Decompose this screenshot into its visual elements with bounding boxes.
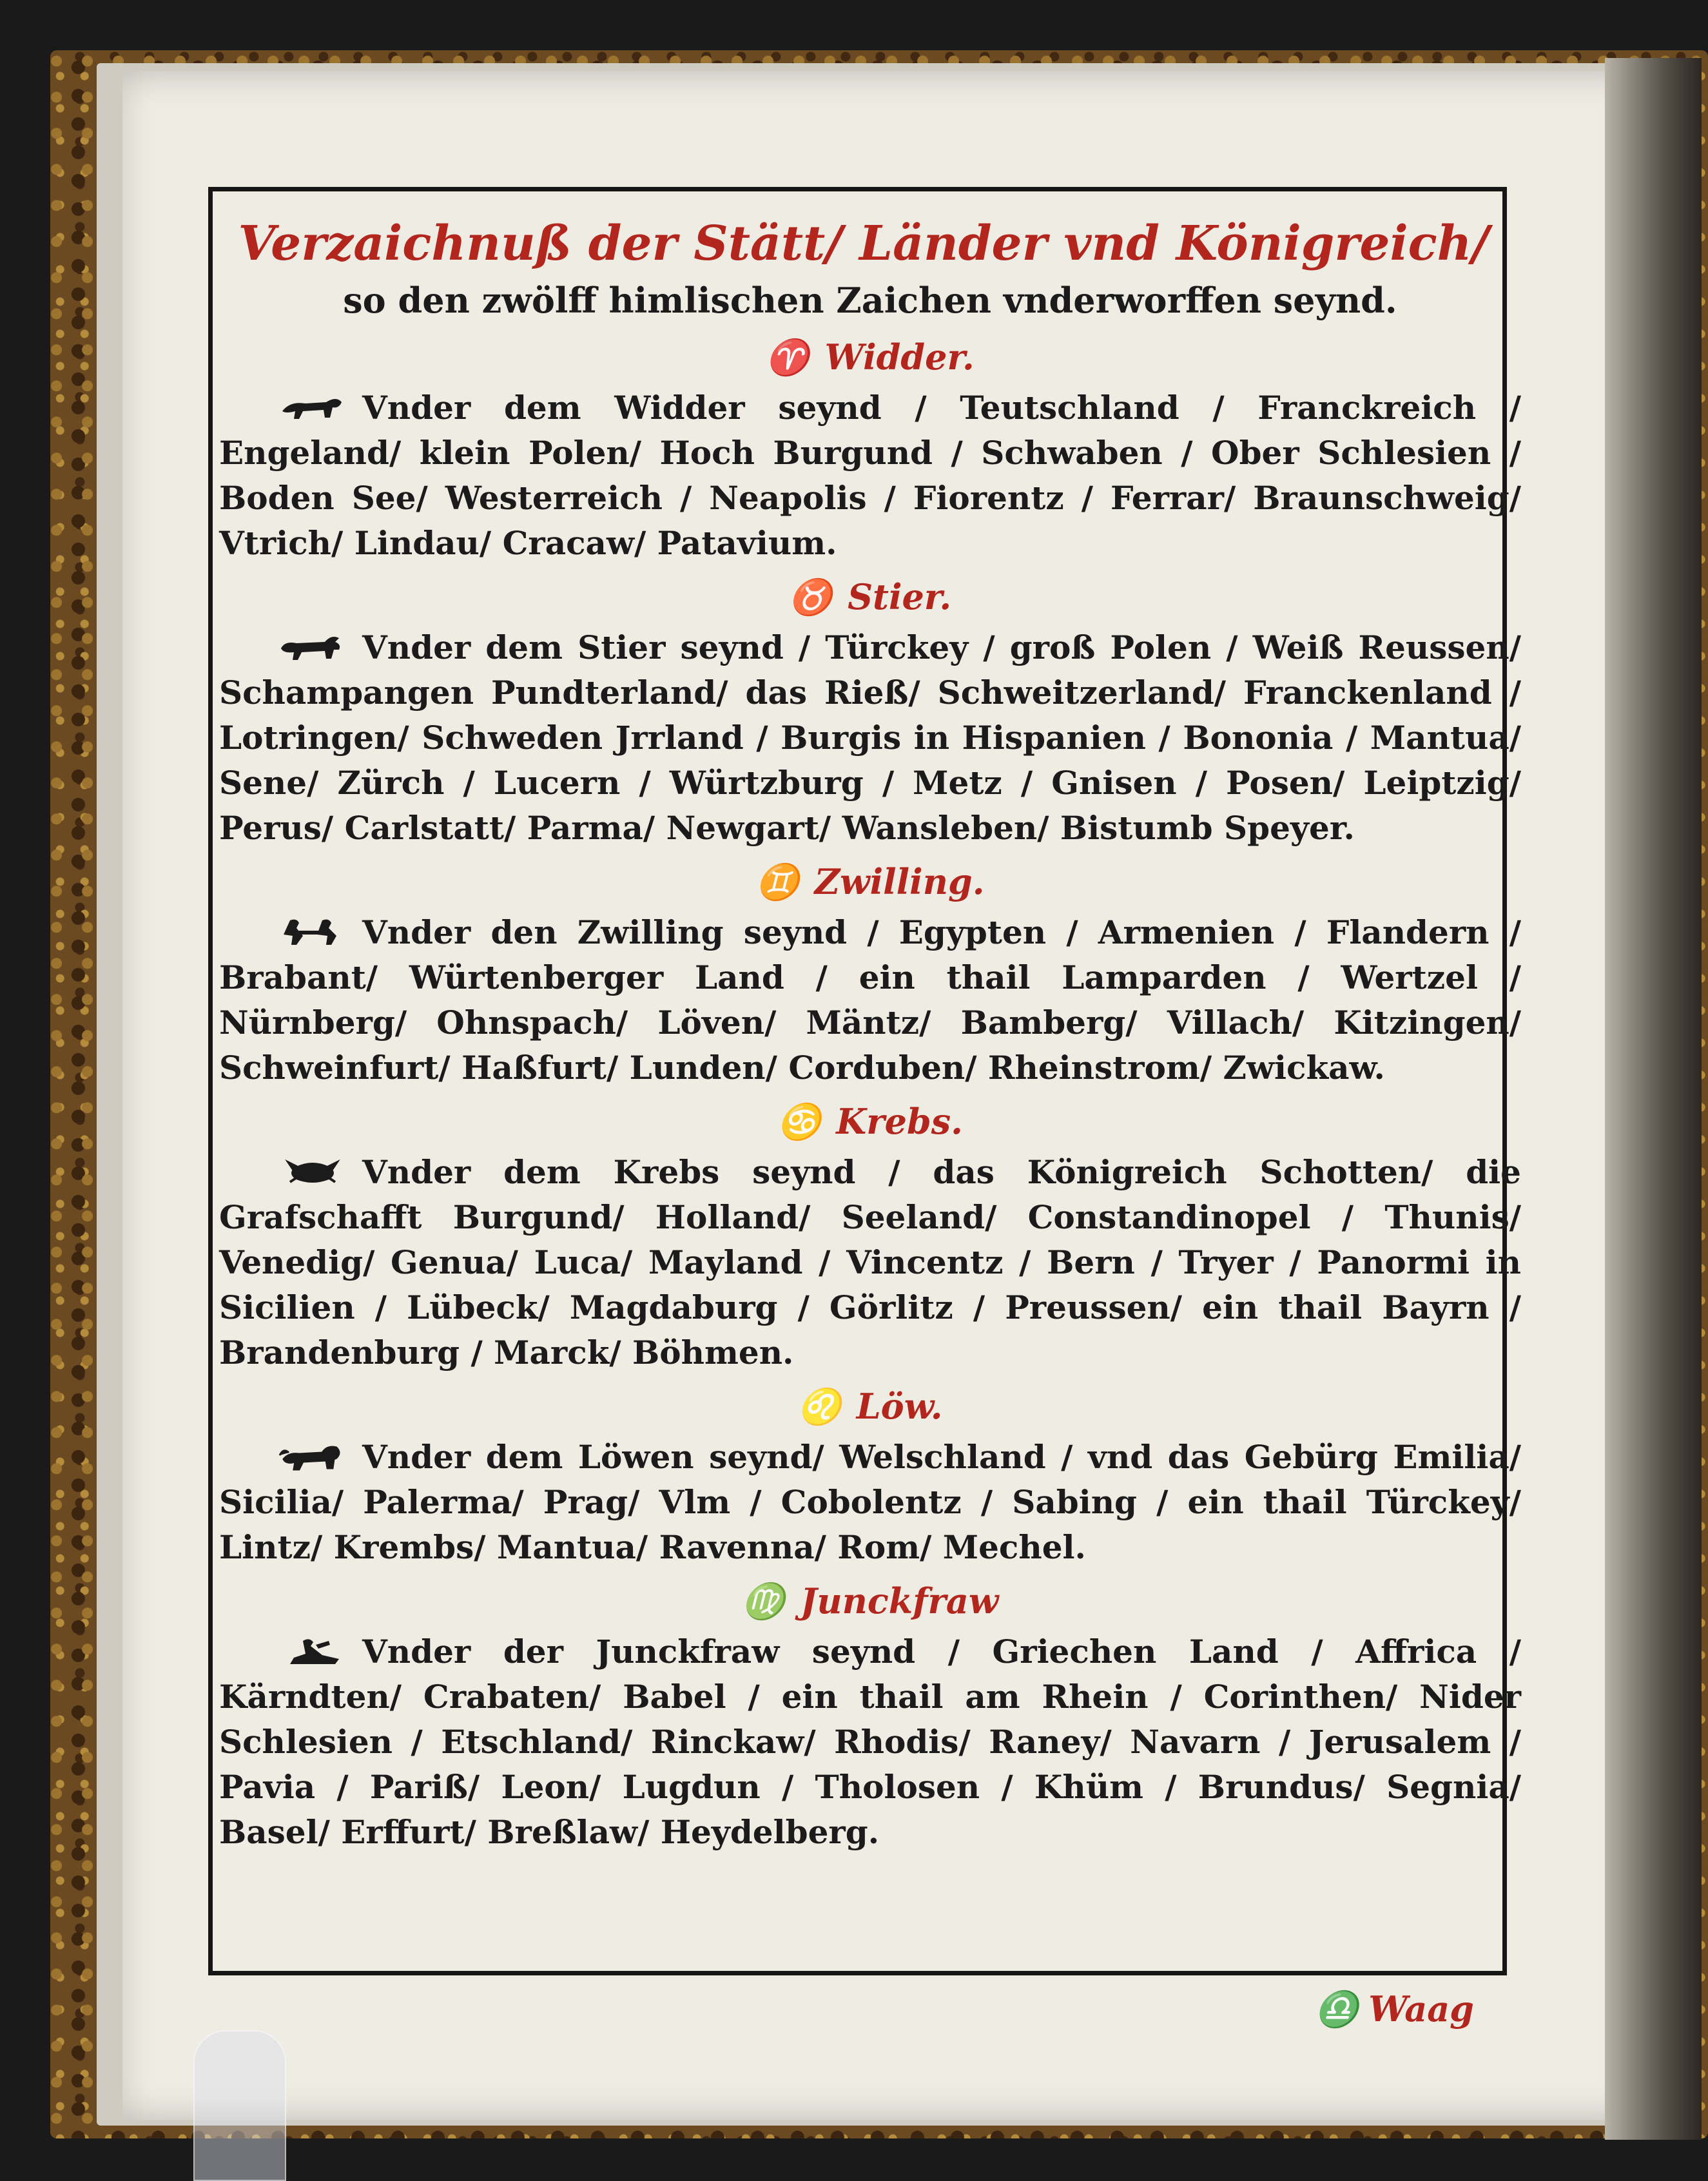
cancer-icon: ♋ xyxy=(777,1101,821,1142)
page-subtitle: so den zwölff himlischen Zaichen vnderworffen seynd. xyxy=(343,280,1397,321)
sign-name: Krebs. xyxy=(836,1101,963,1142)
twins-icon xyxy=(277,916,348,947)
sign-section-loew xyxy=(219,1381,1521,1570)
sign-heading xyxy=(219,1096,1521,1147)
sign-name: Stier. xyxy=(848,576,952,617)
sign-paragraph xyxy=(219,385,1521,566)
page-content xyxy=(219,213,1521,1855)
gemini-icon: ♊ xyxy=(755,861,799,902)
catchword xyxy=(1315,1988,1474,2030)
sign-text: Vnder dem Stier seynd / Türckey / groß Polen / Weiß Reussen/ Schampangen Pundterland/ das Rieß/ Schweitzerland/ Franckenland / Lotringen/ Schweden Jrrland / Burgis in Hispanien / Bononia / Mantua/ Sene/ Zürch / Lucern / Würtzburg / Metz / Gnisen / Posen/ Leiptzig/ Perus/ Carlstatt/ Parma/ Newgart/ Wansleben/ Bistumb Speyer. xyxy=(219,628,1521,847)
bull-icon xyxy=(277,632,348,663)
sign-name: Zwilling. xyxy=(814,861,985,902)
sign-section-junckfraw xyxy=(219,1575,1521,1855)
sign-section-stier xyxy=(219,571,1521,851)
maiden-icon xyxy=(277,1636,348,1667)
libra-icon: ♎ xyxy=(1315,1988,1359,2030)
sign-text: Vnder dem Krebs seynd / das Königreich Schotten/ die Grafschafft Burgund/ Holland/ Seeland/ Constandinopel / Thunis/ Venedig/ Genua/ Luca/ Mayland / Vincentz / Bern / Tryer / Panormi in Sicilien / Lübeck/ Magdaburg / Görlitz / Preussen/ ein thail Bayrn / Brandenburg / Marck/ Böhmen. xyxy=(219,1153,1521,1372)
lion-icon xyxy=(277,1441,348,1472)
sign-paragraph xyxy=(219,1629,1521,1855)
sign-text: Vnder dem Widder seynd / Teutschland / Franckreich / Engeland/ klein Polen/ Hoch Burgund / Schwaben / Ober Schlesien / Boden See/ Westerreich / Neapolis / Fiorentz / Ferrar/ Braunschweig/ Vtrich/ Lindau/ Cracaw/ Patavium. xyxy=(219,389,1521,562)
sign-heading xyxy=(219,1575,1521,1627)
sign-paragraph xyxy=(219,1150,1521,1375)
leo-icon: ♌ xyxy=(797,1386,841,1427)
virgo-icon: ♍ xyxy=(741,1580,785,1622)
sign-paragraph xyxy=(219,625,1521,851)
catchword-text: Waag xyxy=(1368,1988,1474,2030)
book-gutter xyxy=(1605,58,1702,2140)
sign-text: Vnder den Zwilling seynd / Egypten / Armenien / Flandern / Brabant/ Würtenberger Land / ein thail Lamparden / Wertzel / Nürnberg/ Ohnspach/ Löven/ Mäntz/ Bamberg/ Villach/ Kitzingen/ Schweinfurt/ Haßfurt/ Lunden/ Corduben/ Rheinstrom/ Zwickaw. xyxy=(219,913,1521,1087)
sign-heading xyxy=(219,1381,1521,1432)
sign-heading xyxy=(219,331,1521,383)
sign-text: Vnder der Junckfraw seynd / Griechen Land / Affrica / Kärndten/ Crabaten/ Babel / ein thail am Rhein / Corinthen/ Nider Schlesien / Etschland/ Rinckaw/ Rhodis/ Raney/ Navarn / Jerusalem / Pavia / Pariß/ Leon/ Lugdun / Tholosen / Khüm / Brundus/ Segnia/ Basel/ Erffurt/ Breßlaw/ Heydelberg. xyxy=(219,1633,1521,1851)
sign-name: Löw. xyxy=(856,1386,943,1427)
sign-name: Junckfraw xyxy=(800,1580,999,1622)
sign-text: Vnder dem Löwen seynd/ Welschland / vnd das Gebürg Emilia/ Sicilia/ Palerma/ Prag/ Vlm / Cobolentz / Sabing / ein thail Türckey/ Lintz/ Krembs/ Mantua/ Ravenna/ Rom/ Mechel. xyxy=(219,1438,1521,1566)
sign-section-krebs xyxy=(219,1096,1521,1375)
sign-paragraph xyxy=(219,910,1521,1090)
taurus-icon: ♉ xyxy=(788,576,833,617)
page-title: Verzaichnuß der Stätt/ Länder vnd Königreich/ xyxy=(238,216,1490,271)
sign-heading xyxy=(219,856,1521,907)
aries-icon: ♈ xyxy=(766,336,810,378)
sign-heading xyxy=(219,571,1521,623)
crab-icon xyxy=(277,1156,348,1187)
sign-paragraph xyxy=(219,1435,1521,1570)
sign-name: Widder. xyxy=(824,336,975,378)
sign-section-widder xyxy=(219,331,1521,566)
page-clip xyxy=(193,2030,286,2181)
sign-section-zwilling xyxy=(219,856,1521,1090)
ram-icon xyxy=(277,392,348,423)
